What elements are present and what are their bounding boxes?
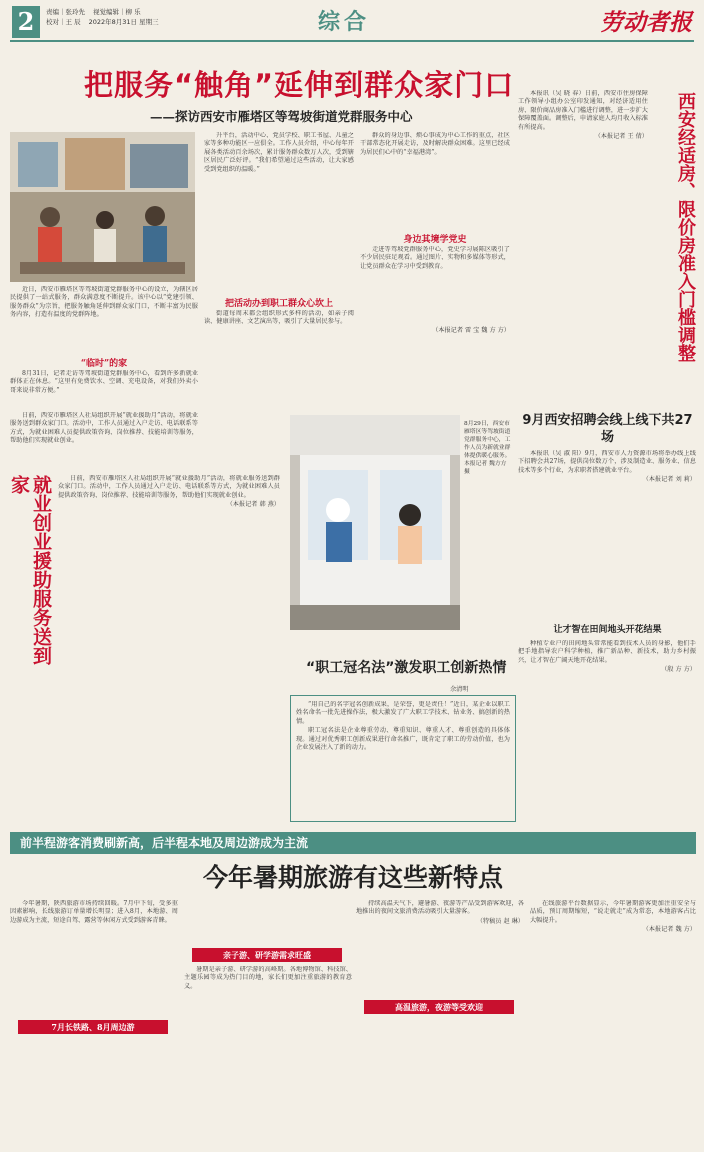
- lead-article-byline: （本报记者 雷 宝 魏 方 方）: [432, 327, 510, 334]
- tourism-col1-paragraph: 今年暑期，陕西旅游市场持续回暖。7月中下旬，受多重因素影响，长线旅游订单量增长明显；进入8月，本地游、周边游成为主流，短途自驾、露营等休闲方式受到游客青睐。: [10, 900, 178, 924]
- employment-feature-title: 就业创业援助服务送到家: [8, 475, 52, 665]
- visual-editor-label: 视觉编辑｜柳 乐: [93, 8, 141, 16]
- editor-label: 责编｜张玲先: [46, 8, 85, 16]
- craftsman-quote: “用自己的名字冠名创新成果，是荣誉，更是责任！”近日，某企业以职工姓名命名一批先进操作法，极大激发了广大职工学技术、钻业务、搞创新的热情。: [296, 701, 510, 725]
- tourism-col2-text: [184, 966, 352, 1141]
- section-head-linshi: “临时”的家: [80, 359, 128, 369]
- newspaper-logo: 劳动者报: [600, 9, 692, 36]
- employment-byline: （本报记者 韩 燕）: [226, 501, 280, 509]
- tourism-col3-text: [356, 900, 524, 1140]
- section-shenbian-text: [360, 246, 510, 321]
- lead-intro-paragraph: 近日，西安市雁塔区等驾坡街道党群服务中心的设立，为辖区居民提供了一站式服务，群众满意度不断提升。该中心以“党建引领、服务群众”为宗旨，把服务触角延伸到群众家门口，不断丰富为民服务内容，打造有温度的党群阵地。: [10, 286, 198, 319]
- lead-article-title: 把服务“触角”延伸到群众家门口: [84, 68, 515, 102]
- booth-photo: [290, 415, 460, 630]
- tourism-col3-paragraph: 持续高温天气下，避暑游、夜游等产品受到游客欢迎，各地推出的夜间文旅消费活动吸引大量游客。: [356, 900, 524, 916]
- recruit-title: 9月西安招聘会线上线下共27场: [522, 413, 693, 445]
- craftsman-body: 职工冠名法是企业尊重劳动、尊重知识、尊重人才、尊重创造的具体体现。通过对优秀职工创新成果进行命名推广，既肯定了职工的劳动价值，也为企业发展注入了新的动力。: [296, 727, 510, 752]
- linshi-paragraph: 8月31日，记者走访等驾坡街道党群服务中心，看到许多新就业群体正在休息。“这里有免费饮水、空调、充电设备，对我们外卖小哥来说非常方便。”: [10, 370, 198, 394]
- rural-byline: （殷 方 方）: [661, 666, 696, 674]
- tourism-col4-paragraph: 在线旅游平台数据显示，今年暑期游客更加注重安全与品质，预订周期缩短，“说走就走”成为常态，本地游客占比大幅提升。: [530, 900, 696, 924]
- section-title: 综合: [318, 9, 371, 35]
- tourism-col4-text: [530, 900, 696, 1140]
- kuanghui-paragraph: 街道每周末都会组织形式多样的活动，如亲子阅读、健康讲座、文艺演出等，吸引了大量居民参与。: [204, 310, 354, 326]
- col3-paragraph: 群众的身边事、烦心事成为中心工作的重点，社区干部常态化开展走访，及时解决群众困难。这里已经成为居民们心中的“幸福港湾”。: [360, 132, 510, 156]
- tourism-band: 前半程游客消费刷新高，后半程本地及周边游成为主流: [10, 832, 696, 854]
- craftsman-author: 余清明: [450, 686, 469, 693]
- tourism-col2-head: 亲子游、研学游需求旺盛: [192, 948, 342, 962]
- housing-article-text: [518, 90, 648, 390]
- booth-photo-caption: 8月29日，西安市雁塔区等驾坡街道党群服务中心，工作人员为新就业群体提供暖心服务。本报记者 魏方方 摄: [464, 421, 511, 475]
- craftsman-title: “职工冠名法”激发职工创新热情: [306, 660, 507, 676]
- recruit-byline: （本报记者 刘 莉）: [642, 476, 696, 484]
- lead-article-col2: [204, 132, 354, 292]
- shenbian-paragraph: 走进等驾坡党群服务中心，党史学习展陈区吸引了不少居民驻足观看。通过图片、实物和多媒体等形式，让党员群众在学习中受到教育。: [360, 246, 510, 270]
- lead-article-col3: [360, 132, 510, 227]
- volunteer-booth-photo: [290, 415, 460, 630]
- proofreader-label: 校对｜王 辰: [46, 18, 81, 26]
- craftsman-quote-box: [290, 695, 516, 822]
- tourism-col1-head: 7月长铁路、8月周边游: [18, 1020, 168, 1034]
- rural-paragraph: 种植专业户的田间地头常常能看到技术人员的身影，他们手把手地指导农户科学种植，推广新品种、新技术，助力乡村振兴，让才智在广阔天地开花结果。: [518, 640, 696, 664]
- date-label: 2022年8月31日 星期三: [88, 18, 159, 26]
- recruit-paragraph: 本报讯（吴 淑 阳）9月，西安市人力资源市场将举办线上线下招聘会共27场，提供岗位数万个，涉及制造业、服务业、信息技术等多个行业，为求职者搭建就业平台。: [518, 450, 696, 474]
- tourism-col4-byline: （本报记者 魏 方）: [642, 926, 696, 934]
- tourism-col3-byline: （特稿员 赵 琳）: [476, 917, 524, 925]
- rural-title: 让才智在田间地头开花结果: [553, 625, 662, 635]
- tourism-col1-text: [10, 900, 178, 1140]
- tourism-col3-head: 高温旅游，夜游等受欢迎: [364, 1000, 514, 1014]
- section-kuanghui-text: [204, 310, 354, 410]
- employment-article-text: [58, 475, 280, 815]
- tourism-title: 今年暑期旅游有这些新特点: [202, 863, 503, 892]
- header-divider: [10, 40, 694, 42]
- tourism-col2-paragraph: 暑期是亲子游、研学游的高峰期。各地博物馆、科技馆、主题乐园等成为热门目的地，家长们更加注重旅游的教育意义。: [184, 966, 352, 990]
- recruit-text: [518, 450, 696, 615]
- craftsman-text: [296, 701, 510, 816]
- section-head-shenbian: 身边其境学党史: [403, 235, 467, 245]
- lead-article-subtitle: ——探访西安市雁塔区等驾坡街道党群服务中心: [150, 109, 413, 124]
- housing-byline: （本报记者 王 倩）: [594, 133, 648, 141]
- employment-body: 日前，西安市雁塔区人社局组织开展“就业援助月”活动，将就业服务送到群众家门口。活动中，工作人员通过入户走访、电话联系等方式，为就业困难人员提供政策咨询、岗位推荐、技能培训等服务，帮助他们实现就业创业。: [58, 475, 280, 499]
- rural-text: [518, 640, 696, 820]
- section-linshi-text: [10, 370, 198, 408]
- lead-article-intro: [10, 286, 198, 351]
- section-head-kuanghui: 把活动办到职工群众心坎上: [224, 299, 333, 309]
- housing-feature-title: 西安经适房、限价房准入门槛调整: [675, 92, 696, 362]
- service-center-photo: [10, 132, 195, 282]
- employment-paragraph: 日前，西安市雁塔区人社局组织开展“就业援助月”活动，将就业服务送到群众家门口。活动中，工作人员通过入户走访、电话联系等方式，为就业困难人员提供政策咨询、岗位推荐、技能培训等服务，帮助他们实现就业创业。: [10, 412, 198, 445]
- lead-photo: [10, 132, 195, 282]
- page-number: 2: [12, 6, 40, 38]
- page-meta: [46, 7, 167, 27]
- housing-paragraph: 本报讯（吴 晓 春）日前，西安市住房保障工作领导小组办公室印发通知，对经济适用住房、限价商品房准入门槛进行调整，进一步扩大保障覆盖面。调整后，申请家庭人均月收入标准有所提高。: [518, 90, 648, 131]
- col2-paragraph: 升平台，活动中心、党员学校、职工书屋、儿童之家等多种功能区一应俱全。工作人员介绍，中心每年开展各类活动百余场次，累计服务群众数万人次，受到辖区居民广泛好评。“我们希望通过这些活动，让大家感受到党组织的温暖。”: [204, 132, 354, 173]
- employment-article-top: [10, 412, 198, 472]
